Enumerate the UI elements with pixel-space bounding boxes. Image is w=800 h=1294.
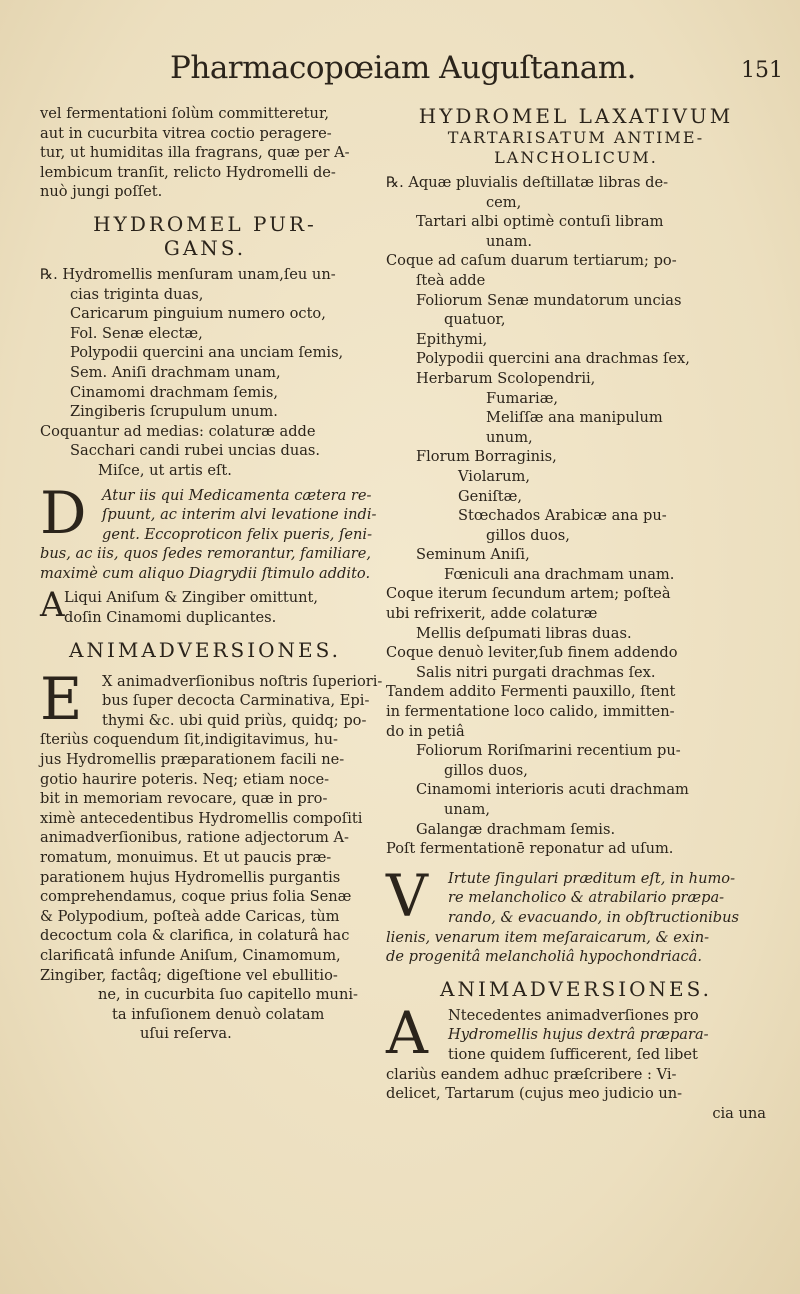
recipe-line: cias triginta duas,	[70, 285, 204, 303]
text-line: Hydromellis hujus dextrâ præpara-	[448, 1026, 709, 1044]
text-line: lienis, venarum item meſaraicarum, & exin-	[386, 928, 710, 946]
page-number: 151	[741, 58, 783, 83]
recipe-line: in fermentatione loco calido, immitten-	[386, 703, 675, 721]
recipe-line: Herbarum Scolopendrii,	[416, 369, 596, 387]
recipe-line: Cinamomi drachmam ſemis,	[70, 383, 278, 401]
recipe-line: Coquantur ad medias: colaturæ adde	[40, 422, 316, 440]
section-heading: HYDROMEL PUR-	[93, 211, 317, 236]
animadversiones-paragraph	[386, 998, 766, 1124]
text-line: animadverſionibus, ratione adjectorum A-	[40, 829, 349, 847]
text-line: doſin Cinamomi duplicantes.	[64, 609, 277, 627]
text-line: bus ſuper decocta Carminativa, Epi-	[102, 692, 370, 710]
recipe-line: Coque denuò leviter,ſub finem addendo	[386, 644, 678, 662]
animadversiones-paragraph	[40, 664, 383, 1044]
left-column	[40, 104, 383, 1044]
section-heading: LANCHOLICUM.	[494, 148, 658, 167]
text-line: ta infuſionem denuò colatam	[112, 1005, 325, 1023]
recipe-line: Foliorum Senæ mundatorum uncias	[416, 291, 682, 309]
recipe-line: Foliorum Roriſmarini recentium pu-	[416, 742, 681, 760]
section-heading: ANIMADVERSIONES.	[440, 976, 712, 1001]
recipe-line: Mellis deſpumati libras duas.	[416, 624, 632, 642]
text-line: ximè antecedentibus Hydromellis compoſiti	[40, 809, 363, 827]
recipe-line: Caricarum pinguium numero octo,	[70, 305, 326, 323]
text-line: parationem hujus Hydromellis purgantis	[40, 868, 341, 886]
recipe-line: ubi refrixerit, adde colaturæ	[386, 605, 598, 623]
text-line: jus Hydromellis præparationem facili ne-	[40, 751, 345, 769]
recipe-line: Violarum,	[458, 467, 530, 485]
text-line: re melancholico & atrabilario præpa-	[448, 889, 725, 907]
text-line: gent. Eccoproticon felix pueris, ſeni-	[102, 525, 373, 543]
text-line: nuò jungi poſſet.	[40, 183, 163, 201]
recipe-line: do in petiâ	[386, 722, 465, 740]
recipe-line: Coque iterum ſecundum artem; poſteà	[386, 585, 671, 603]
recipe-line: unam,	[444, 801, 490, 818]
recipe-line: Fol. Senæ electæ,	[70, 324, 203, 342]
text-line: Liqui Aniſum & Zingiber omittunt,	[64, 589, 319, 607]
text-line: decoctum cola & clarifica, in colaturâ hac	[40, 927, 350, 945]
recipe-line: Sacchari candi rubei uncias duas.	[70, 442, 321, 460]
recipe-line: quatuor,	[444, 311, 506, 329]
text-line: Ntecedentes animadverſiones pro	[448, 1006, 699, 1024]
recipe-line: Galangæ drachmam ſemis.	[416, 820, 616, 838]
text-line: uſui reſerva.	[140, 1025, 232, 1043]
recipe-line: unum,	[486, 428, 533, 446]
text-line: gotio haurire poteris. Neq; etiam noce-	[40, 770, 330, 788]
virtue-paragraph	[386, 861, 766, 967]
recipe-line: Poſt fermentationē reponatur ad uſum.	[386, 840, 674, 858]
text-line: delicet, Tartarum (cujus meo judicio un-	[386, 1085, 683, 1103]
section-heading: HYDROMEL LAXATIVUM	[418, 104, 734, 128]
recipe-line: gillos duos,	[486, 526, 570, 544]
recipe-line: Tandem addito Fermenti pauxillo, ſtent	[386, 683, 676, 701]
section-heading: ANIMADVERSIONES.	[69, 637, 341, 662]
recipe-line: Zingiberis ſcrupulum unum.	[70, 403, 278, 421]
text-line: clarificatâ infunde Aniſum, Cinamomum,	[40, 946, 341, 964]
recipe-line: Seminum Aniſi,	[416, 546, 530, 564]
drop-cap: D	[40, 478, 87, 547]
text-line: rando, & evacuando, in obſtructionibus	[448, 908, 740, 926]
running-title: Pharmacopœiam Auguſtanam.	[170, 50, 636, 86]
recipe-line: Cinamomi interioris acuti drachmam	[416, 781, 689, 799]
text-line: ne, in cucurbita ſuo capitello muni-	[98, 986, 358, 1004]
text-line: Zingiber, factâq; digeſtione vel ebullitio-	[40, 966, 338, 984]
recipe-line: ſteà adde	[416, 271, 486, 289]
recipe-line: cem,	[486, 193, 522, 211]
text-line: lembicum tranſit, relicto Hydromelli de-	[40, 163, 336, 181]
recipe-line: Geniſtæ,	[458, 487, 522, 505]
drop-cap: A	[386, 998, 428, 1067]
recipe-line: gillos duos,	[444, 761, 528, 779]
drop-cap: V	[386, 861, 428, 930]
text-line: comprehendamus, coque prius folia Senæ	[40, 888, 352, 906]
recipe-line: Miſce, ut artis eſt.	[98, 461, 232, 479]
recipe-line: ℞. Aquæ pluvialis deſtillatæ libras de-	[386, 174, 669, 191]
recipe-line: Fœniculi ana drachmam unam.	[444, 565, 675, 583]
text-line: Atur iis qui Medicamenta cætera re-	[102, 486, 372, 504]
text-line: bus, ac iis, quos ſedes remorantur, familiare,	[40, 545, 372, 563]
text-line: tione quidem ſufficerent, ſed libet	[448, 1045, 698, 1063]
dosage-paragraph	[40, 478, 377, 584]
recipe-line: Sem. Aniſi drachmam unam,	[70, 363, 281, 381]
text-line: ſteriùs coquendum ſit,indigitavimus, hu-	[40, 731, 338, 749]
right-column	[386, 104, 766, 1123]
recipe-line: Fumariæ,	[486, 389, 559, 407]
text-line: bit in memoriam revocare, quæ in pro-	[40, 790, 328, 808]
recipe-line: Stœchados Arabicæ ana pu-	[458, 507, 667, 525]
recipe-line: Salis nitri purgati drachmas ſex.	[416, 663, 656, 681]
section-heading: TARTARISATUM ANTIME-	[447, 128, 705, 147]
text-line: thymi &c. ubi quid priùs, quidq; po-	[102, 711, 367, 729]
page-header	[0, 50, 800, 100]
drop-cap: E	[40, 664, 83, 733]
text-line: maximè cum aliquo Diagrydii ſtimulo addito.	[40, 564, 371, 582]
text-line: cia una	[712, 1104, 766, 1122]
text-line: romatum, monuimus. Et ut paucis præ-	[40, 849, 332, 866]
drop-cap: A	[40, 585, 65, 626]
section-heading: GANS.	[163, 235, 247, 260]
text-line: clariùs eandem adhuc præſcribere : Vi-	[386, 1065, 677, 1083]
recipe-line: ℞. Hydromellis menſuram unam,ſeu un-	[40, 265, 336, 283]
text-line: ſpuunt, ac interim alvi levatione indi-	[102, 506, 377, 524]
recipe-line: Meliſſæ ana manipulum	[486, 409, 663, 427]
recipe-line: Polypodii quercini ana unciam ſemis,	[70, 344, 344, 362]
text-line: X animadverſionibus noſtris ſuperiori-	[102, 672, 383, 690]
recipe-line: unam.	[486, 232, 532, 250]
recipe-line: Florum Borraginis,	[416, 448, 557, 466]
recipe-line: Coque ad caſum duarum tertiarum; po-	[386, 252, 677, 270]
text-line: tur, ut humiditas illa fragrans, quæ per A-	[40, 144, 350, 162]
text-line: de progenitâ melancholiâ hypochondriacâ.	[386, 948, 702, 966]
recipe-line: Tartari albi optimè contuſi libram	[416, 213, 664, 231]
alternative-paragraph	[40, 585, 370, 627]
text-line: Irtute ſingulari præditum eſt, in humo-	[448, 869, 736, 887]
text-line: & Polypodium, poſteà adde Caricas, tùm	[40, 907, 340, 925]
text-line: aut in cucurbita vitrea coctio peragere-	[40, 124, 332, 142]
recipe-line: Epithymi,	[416, 330, 488, 348]
text-line: vel fermentationi ſolùm committeretur,	[40, 105, 329, 122]
recipe-line: Polypodii quercini ana drachmas ſex,	[416, 350, 690, 368]
